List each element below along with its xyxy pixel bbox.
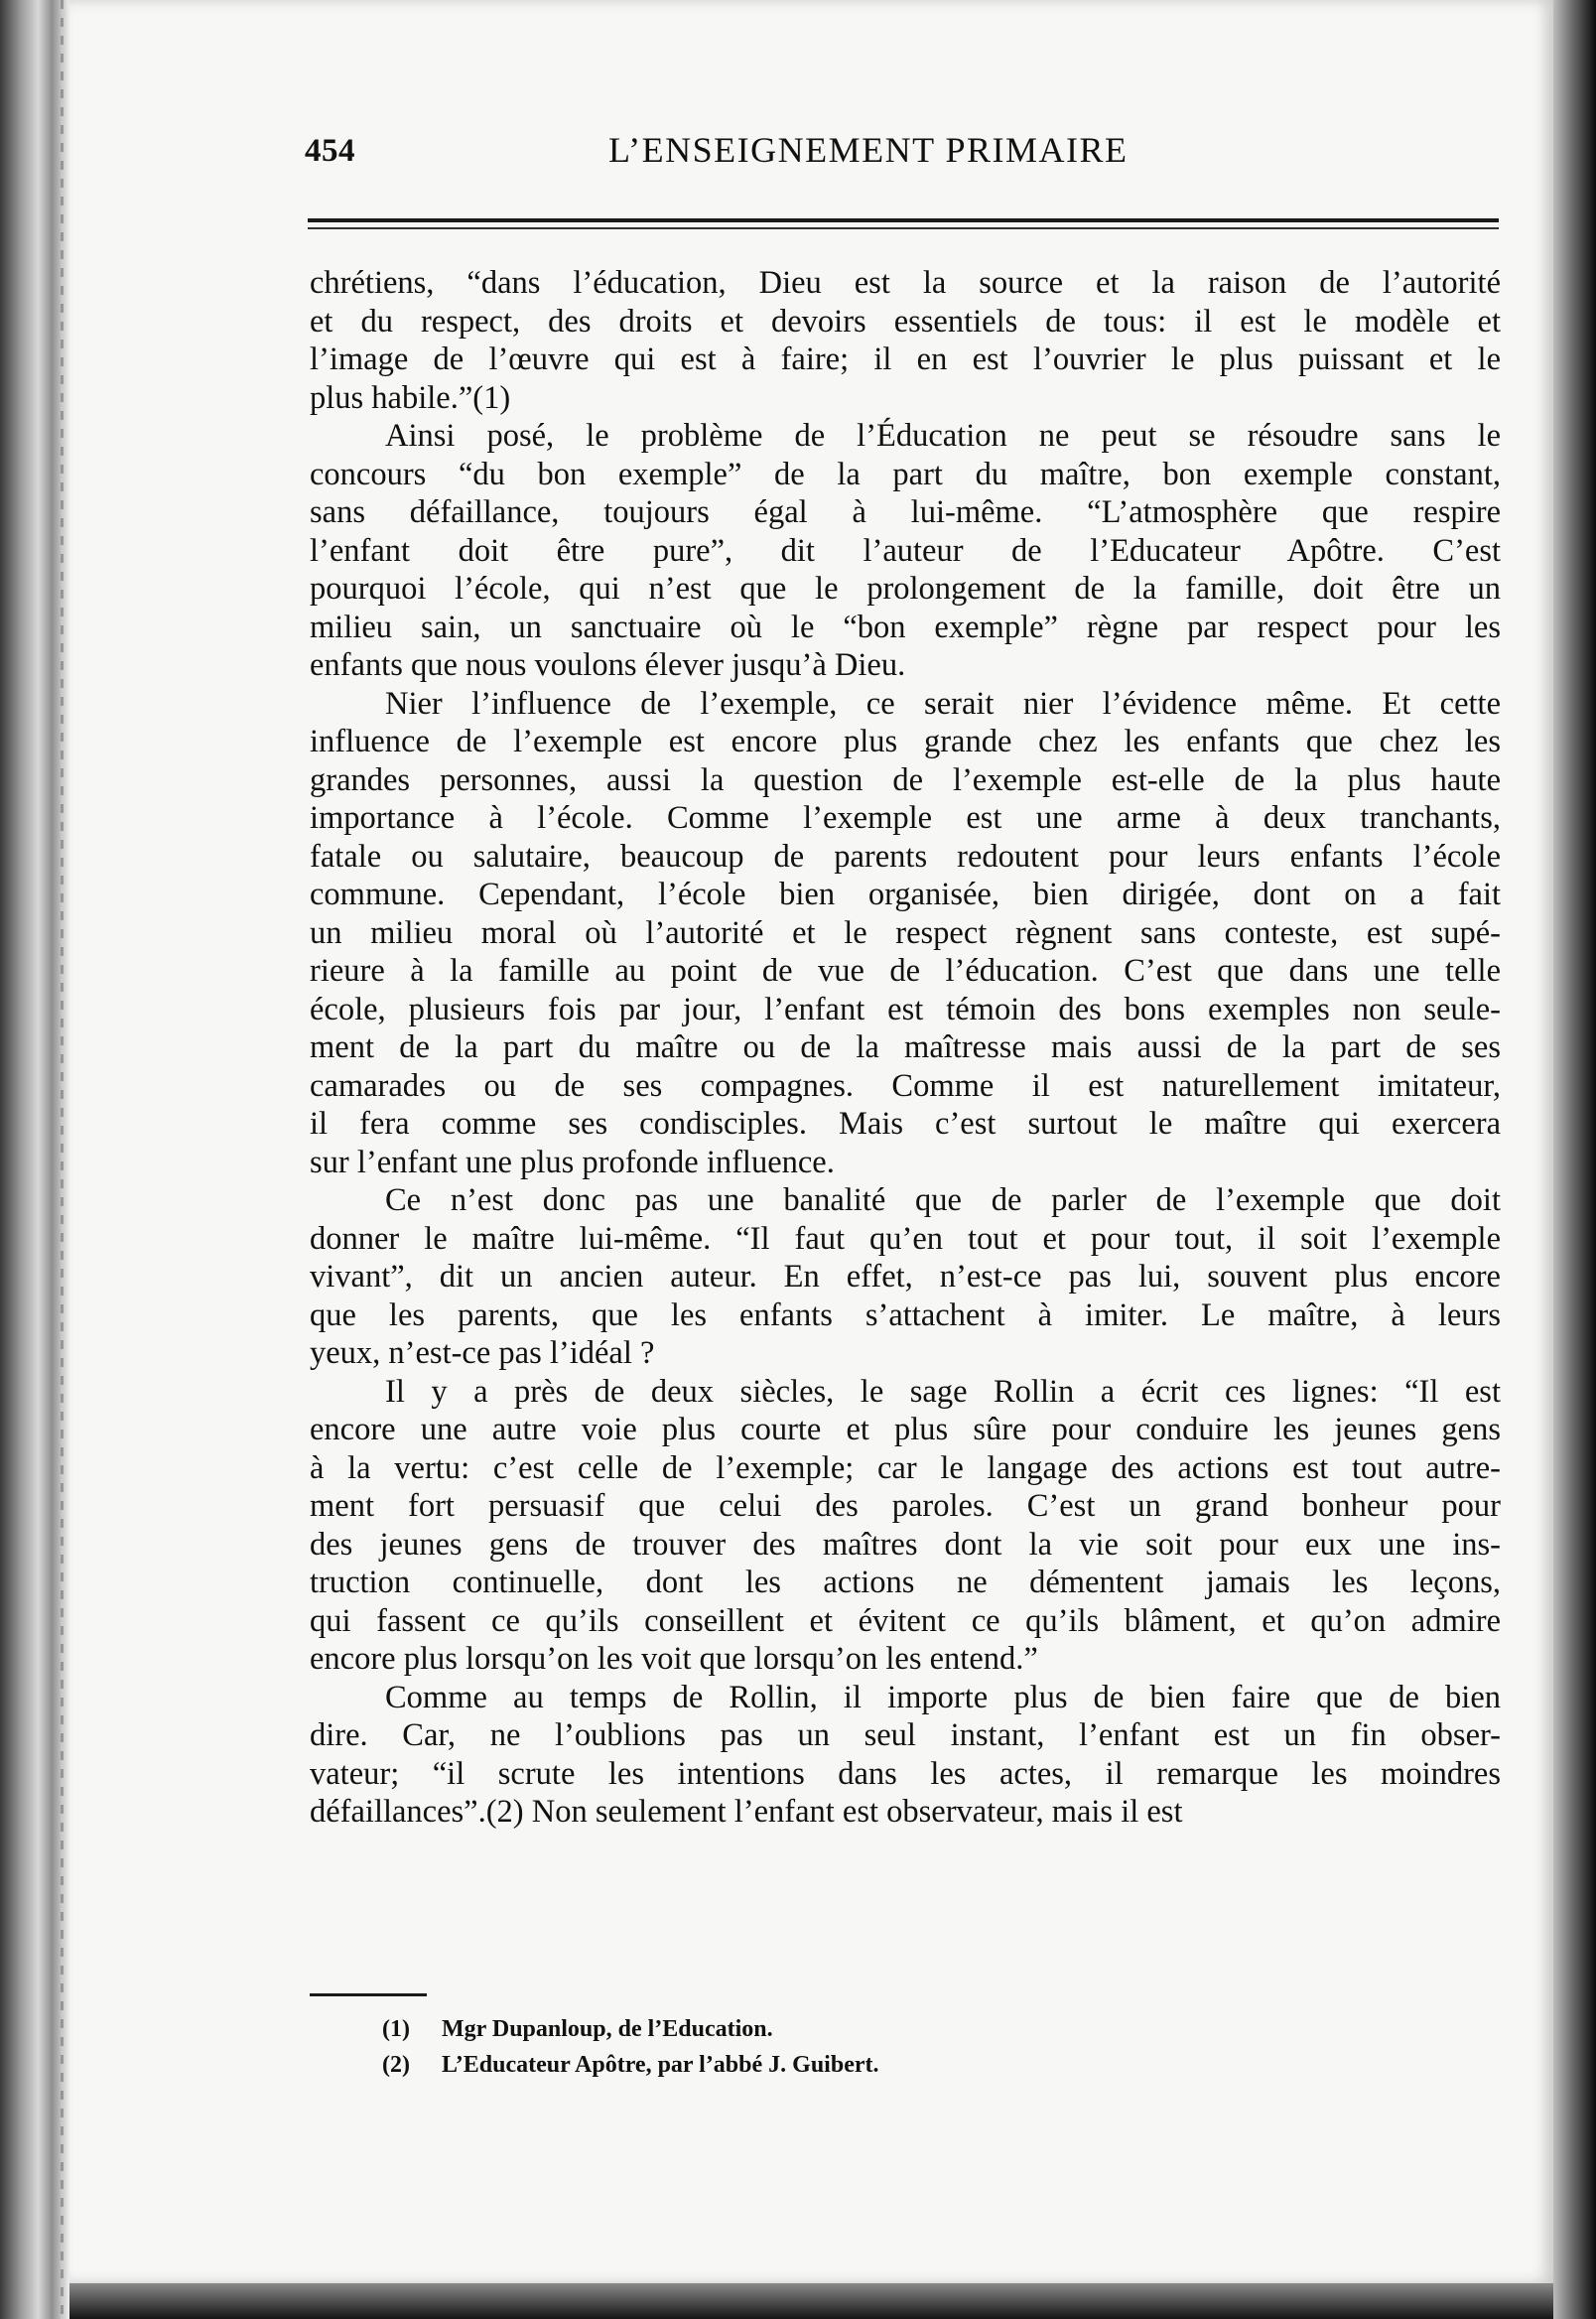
- footnote-number: (2): [382, 2052, 410, 2078]
- paragraph: [310, 417, 1501, 685]
- footnote-1: [382, 2011, 1275, 2047]
- text-line: un milieu moral où l’autorité et le respect règnent sans conteste, est supé-: [310, 914, 1501, 951]
- text-line: Il y a près de deux siècles, le sage Rollin a écrit ces lignes: “Il est: [385, 1373, 1501, 1410]
- text-line: pourquoi l’école, qui n’est que le prolongement de la famille, doit être un: [310, 571, 1501, 607]
- text-line: encore une autre voie plus courte et plus sûre pour conduire les jeunes gens: [310, 1412, 1501, 1447]
- text-line: encore plus lorsqu’on les voit que lorsqu’on les entend.”: [310, 1641, 1038, 1677]
- paragraph: [310, 1181, 1501, 1373]
- footnotes: [382, 2011, 1275, 2083]
- paragraph: [310, 264, 1501, 417]
- body-text: [310, 264, 1501, 1832]
- text-line: plus habile.”(1): [310, 379, 511, 416]
- text-line: défaillances”.(2) Non seulement l’enfant est observateur, mais il est: [310, 1794, 1183, 1830]
- text-line: à la vertu: c’est celle de l’exemple; car le langage des actions est tout autre-: [310, 1449, 1501, 1486]
- text-line: et du respect, des droits et devoirs essentiels de tous: il est le modèle et: [310, 303, 1501, 340]
- running-title: L’ENSEIGNEMENT PRIMAIRE: [608, 130, 1129, 170]
- footnote-text: L’Educateur Apôtre, par l’abbé J. Guibert.: [442, 2052, 879, 2078]
- text-line: rieure à la famille au point de vue de l’éducation. C’est que dans une telle: [310, 953, 1501, 989]
- footnote-text: Mgr Dupanloup, de l’Education.: [442, 2016, 773, 2042]
- text-line: sans défaillance, toujours égal à lui-même. “L’atmosphère que respire: [310, 494, 1501, 530]
- text-line: Nier l’influence de l’exemple, ce serait nier l’évidence même. Et cette: [385, 685, 1501, 722]
- text-line: importance à l’école. Comme l’exemple est une arme à deux tranchants,: [310, 800, 1501, 836]
- footnote-2: [382, 2047, 1275, 2083]
- text-line: sur l’enfant une plus profonde influence.: [310, 1144, 835, 1180]
- book-binding: [0, 0, 69, 2319]
- text-line: milieu sain, un sanctuaire où le “bon exemple” règne par respect pour les: [310, 609, 1501, 645]
- footnote-number: (1): [382, 2016, 410, 2042]
- text-line: influence de l’exemple est encore plus grande chez les enfants que chez les: [310, 724, 1501, 759]
- text-line: vateur; “il scrute les intentions dans les actes, il remarque les moindres: [310, 1755, 1501, 1792]
- text-line: ment fort persuasif que celui des paroles. C’est un grand bonheur pour: [310, 1488, 1501, 1524]
- text-line: l’enfant doit être pure”, dit l’auteur de l’Educateur Apôtre. C’est: [310, 532, 1501, 569]
- text-line: truction continuelle, dont les actions ne démentent jamais les leçons,: [310, 1565, 1501, 1600]
- paragraph: [310, 1373, 1501, 1679]
- page-right-edge: [1553, 0, 1596, 2319]
- text-line: ment de la part du maître ou de la maîtresse mais aussi de la part de ses: [310, 1029, 1501, 1065]
- text-line: dire. Car, ne l’oublions pas un seul instant, l’enfant est un fin obser-: [310, 1717, 1501, 1753]
- text-line: l’image de l’œuvre qui est à faire; il en est l’ouvrier le plus puissant et le: [310, 341, 1501, 377]
- header-rule-thin: [308, 227, 1499, 229]
- text-line: camarades ou de ses compagnes. Comme il est naturellement imitateur,: [310, 1067, 1501, 1104]
- text-line: grandes personnes, aussi la question de l’exemple est-elle de la plus haute: [310, 761, 1501, 798]
- paragraph: [310, 1679, 1501, 1832]
- text-line: que les parents, que les enfants s’attachent à imiter. Le maître, à leurs: [310, 1296, 1501, 1333]
- text-line: concours “du bon exemple” de la part du maître, bon exemple constant,: [310, 456, 1501, 492]
- text-line: chrétiens, “dans l’éducation, Dieu est la source et la raison de l’autorité: [310, 265, 1501, 301]
- text-line: Ce n’est donc pas une banalité que de parler de l’exemple que doit: [385, 1182, 1501, 1218]
- page-number: 454: [305, 133, 355, 169]
- text-line: fatale ou salutaire, beaucoup de parents redoutent pour leurs enfants l’école: [310, 838, 1501, 875]
- running-header: [233, 125, 1504, 175]
- text-line: école, plusieurs fois par jour, l’enfant est témoin des bons exemples non seule-: [310, 991, 1501, 1027]
- text-line: yeux, n’est-ce pas l’idéal ?: [310, 1335, 655, 1371]
- text-line: vivant”, dit un ancien auteur. En effet, n’est-ce pas lui, souvent plus encore: [310, 1259, 1501, 1295]
- text-line: des jeunes gens de trouver des maîtres dont la vie soit pour eux une ins-: [310, 1526, 1501, 1563]
- header-rule-thick: [308, 218, 1499, 222]
- text-line: Comme au temps de Rollin, il importe plus de bien faire que de bien: [385, 1679, 1501, 1715]
- page-bottom-edge: [69, 2283, 1553, 2319]
- text-line: commune. Cependant, l’école bien organisée, bien dirigée, dont on a fait: [310, 877, 1501, 912]
- paragraph: [310, 685, 1501, 1182]
- text-line: il fera comme ses condisciples. Mais c’est surtout le maître qui exercera: [310, 1106, 1501, 1142]
- text-line: qui fassent ce qu’ils conseillent et évitent ce qu’ils blâment, et qu’on admire: [310, 1602, 1501, 1639]
- text-line: Ainsi posé, le problème de l’Éducation ne peut se résoudre sans le: [385, 418, 1501, 454]
- footnote-rule: [310, 1993, 427, 1996]
- text-line: enfants que nous voulons élever jusqu’à Dieu.: [310, 647, 906, 683]
- text-line: donner le maître lui-même. “Il faut qu’en tout et pour tout, il soit l’exemple: [310, 1220, 1501, 1257]
